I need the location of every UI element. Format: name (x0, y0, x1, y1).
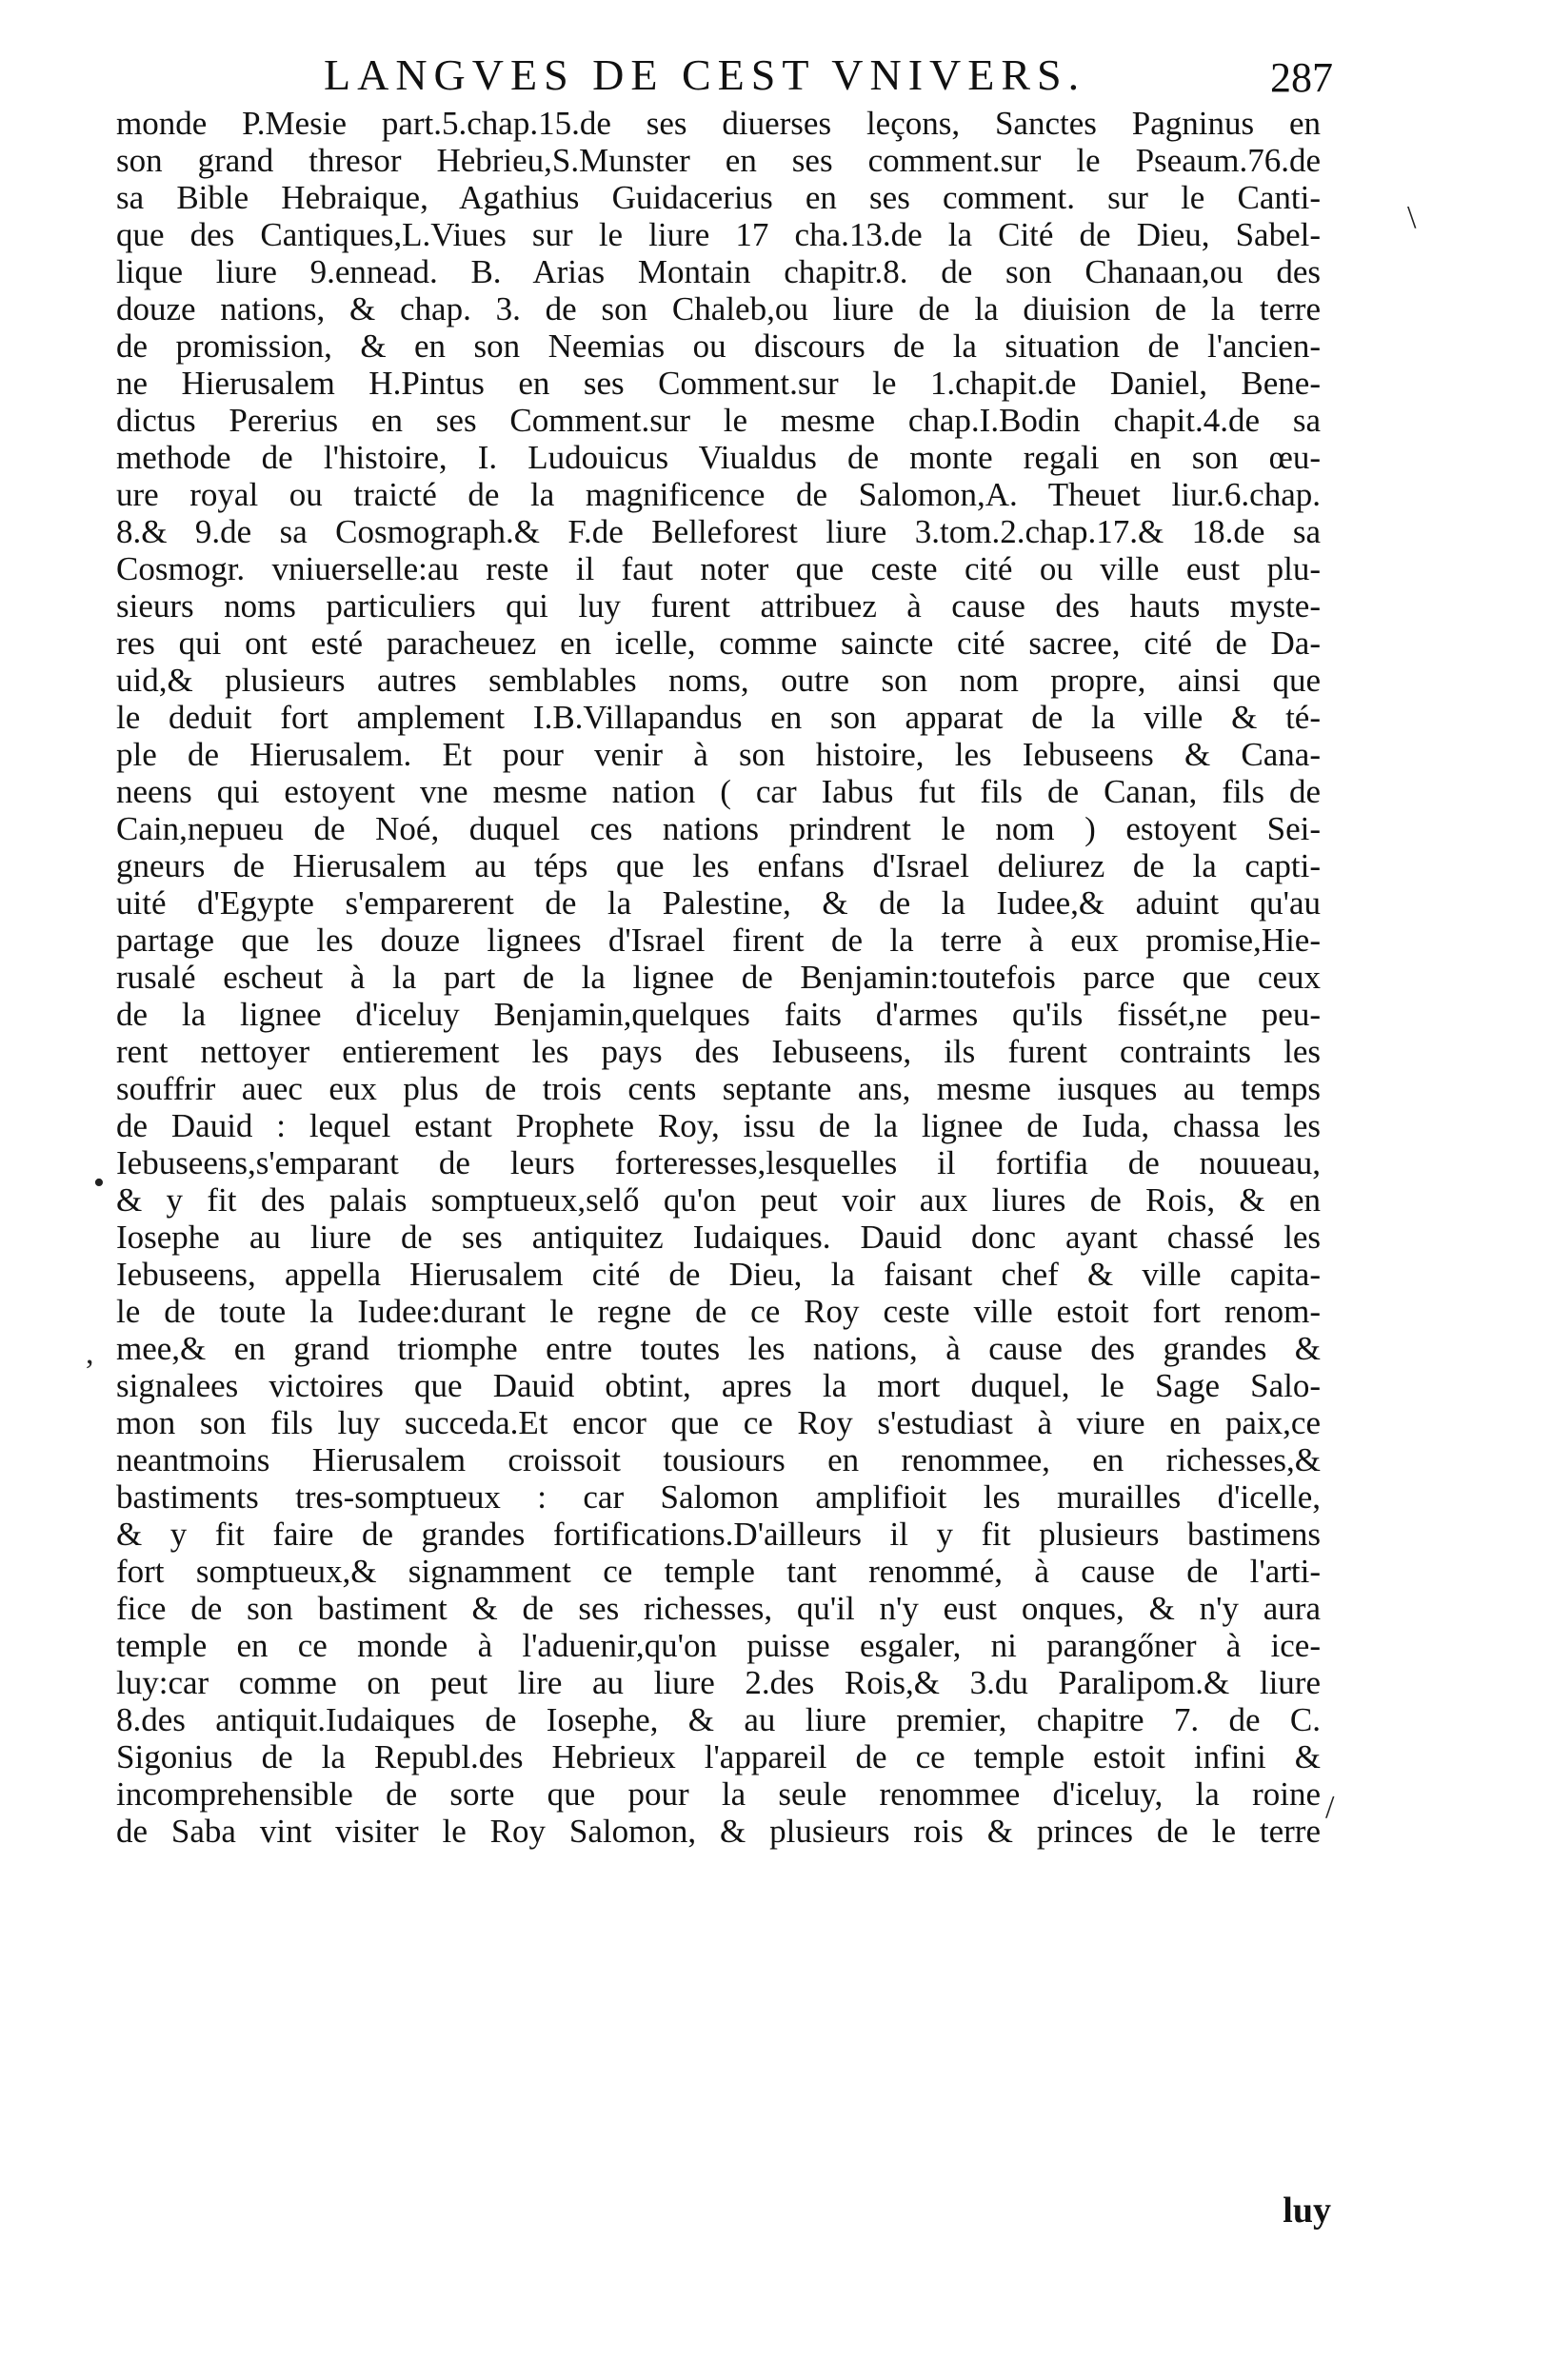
text-line: le de toute la Iudee:durant le regne de ce Roy ceste ville estoit fort renom- (116, 1293, 1321, 1330)
text-line: Iosephe au liure de ses antiquitez Iudaiques. Dauid donc ayant chassé les (116, 1219, 1321, 1256)
text-line (116, 2184, 1321, 2221)
text-line: lique liure 9.ennead. B. Arias Montain chapitr.8. de son Chanaan,ou des (116, 253, 1321, 290)
margin-tick-mark: / (1325, 1790, 1335, 1825)
text-line: monde P.Mesie part.5.chap.15.de ses diuerses leçons, Sanctes Pagninus en (116, 105, 1321, 142)
text-line (116, 2073, 1321, 2110)
text-line: & y fit faire de grandes fortifications.D'ailleurs il y fit plusieurs bastimens (116, 1516, 1321, 1553)
text-line: sieurs noms particuliers qui luy furent attribuez à cause des hauts myste- (116, 587, 1321, 625)
text-line: partage que les douze lignees d'Israel firent de la terre à eux promise,Hie- (116, 922, 1321, 959)
catchword: luy (1283, 2191, 1331, 2231)
text-line (116, 1961, 1321, 1998)
text-line: luy:car comme on peut lire au liure 2.des Rois,& 3.du Paralipom.& liure (116, 1664, 1321, 1701)
text-line: Cain,nepueu de Noé, duquel ces nations prindrent le nom ) estoyent Sei- (116, 810, 1321, 847)
text-line: Cosmogr. vniuerselle:au reste il faut noter que ceste cité ou ville eust plu- (116, 550, 1321, 587)
text-line: Iebuseens, appella Hierusalem cité de Dieu, la faisant chef & ville capita- (116, 1256, 1321, 1293)
text-line: gneurs de Hierusalem au téps que les enfans d'Israel deliurez de la capti- (116, 847, 1321, 884)
text-line: douze nations, & chap. 3. de son Chaleb,ou liure de la diuision de la terre (116, 290, 1321, 327)
text-line: le deduit fort amplement I.B.Villapandus en son apparat de la ville & té- (116, 699, 1321, 736)
text-line: & y fit des palais somptueux,selő qu'on peut voir aux liures de Rois, & en (116, 1181, 1321, 1219)
text-line: de la lignee d'iceluy Benjamin,quelques faits d'armes qu'ils fissét,ne peu- (116, 996, 1321, 1033)
running-title: LANGVES DE CEST VNIVERS. (324, 50, 1086, 99)
text-line (116, 1998, 1321, 2035)
text-line: de Dauid : lequel estant Prophete Roy, issu de la lignee de Iuda, chassa les (116, 1107, 1321, 1144)
text-line: que des Cantiques,L.Viues sur le liure 17 cha.13.de la Cité de Dieu, Sabel- (116, 216, 1321, 253)
text-line: incomprehensible de sorte que pour la seule renommee d'iceluy, la roine (116, 1775, 1321, 1813)
text-line: rent nettoyer entierement les pays des Iebuseens, ils furent contraints les (116, 1033, 1321, 1070)
body-text (116, 105, 1321, 2221)
text-line: 8.des antiquit.Iudaiques de Iosephe, & au liure premier, chapitre 7. de C. (116, 1701, 1321, 1738)
text-line (116, 2035, 1321, 2073)
text-line: mon son fils luy succeda.Et encor que ce Roy s'estudiast à viure en paix,ce (116, 1404, 1321, 1441)
text-line (116, 1887, 1321, 1924)
text-line: son grand thresor Hebrieu,S.Munster en ses comment.sur le Pseaum.76.de (116, 142, 1321, 179)
text-line: sa Bible Hebraique, Agathius Guidacerius en ses comment. sur le Canti- (116, 179, 1321, 216)
page-header (114, 50, 1333, 107)
text-line: temple en ce monde à l'aduenir,qu'on puisse esgaler, ni parangőner à ice- (116, 1627, 1321, 1664)
text-line (116, 2147, 1321, 2184)
text-line: fice de son bastiment & de ses richesses, qu'il n'y eust onques, & n'y aura (116, 1590, 1321, 1627)
text-line: Iebuseens,s'emparant de leurs forteresses,lesquelles il fortifia de nouueau, (116, 1144, 1321, 1181)
text-line (116, 2110, 1321, 2147)
text-line: signalees victoires que Dauid obtint, apres la mort duquel, le Sage Salo- (116, 1367, 1321, 1404)
text-line: de promission, & en son Neemias ou discours de la situation de l'ancien- (116, 327, 1321, 365)
text-line: Sigonius de la Republ.des Hebrieux l'appareil de ce temple estoit infini & (116, 1738, 1321, 1775)
text-line: methode de l'histoire, I. Ludouicus Viualdus de monte regali en son œu- (116, 439, 1321, 476)
margin-bullet-mark: • (93, 1165, 105, 1200)
text-line: de Saba vint visiter le Roy Salomon, & plusieurs rois & princes de le terre (116, 1813, 1321, 1850)
text-line: bastiments tres-somptueux : car Salomon amplifioit les murailles d'icelle, (116, 1478, 1321, 1516)
text-line: neantmoins Hierusalem croissoit tousiours en renommee, en richesses,& (116, 1441, 1321, 1478)
text-line: uité d'Egypte s'emparerent de la Palestine, & de la Iudee,& aduint qu'au (116, 884, 1321, 922)
margin-tick-mark: \ (1407, 200, 1417, 235)
page-number: 287 (1270, 54, 1333, 101)
text-line: souffrir auec eux plus de trois cents septante ans, mesme iusques au temps (116, 1070, 1321, 1107)
text-line (116, 1850, 1321, 1887)
text-line: mee,& en grand triomphe entre toutes les nations, à cause des grandes & (116, 1330, 1321, 1367)
text-line: dictus Pererius en ses Comment.sur le mesme chap.I.Bodin chapit.4.de sa (116, 402, 1321, 439)
text-line: res qui ont esté paracheuez en icelle, comme saincte cité sacree, cité de Da- (116, 625, 1321, 662)
text-line: rusalé escheut à la part de la lignee de Benjamin:toutefois parce que ceux (116, 959, 1321, 996)
text-line: neens qui estoyent vne mesme nation ( car Iabus fut fils de Canan, fils de (116, 773, 1321, 810)
text-line: uid,& plusieurs autres semblables noms, outre son nom propre, ainsi que (116, 662, 1321, 699)
text-line: ple de Hierusalem. Et pour venir à son histoire, les Iebuseens & Cana- (116, 736, 1321, 773)
text-line: fort somptueux,& signamment ce temple tant renommé, à cause de l'arti- (116, 1553, 1321, 1590)
text-line: ure royal ou traicté de la magnificence de Salomon,A. Theuet liur.6.chap. (116, 476, 1321, 513)
margin-tick-mark: , (86, 1336, 94, 1371)
text-line: ne Hierusalem H.Pintus en ses Comment.sur le 1.chapit.de Daniel, Bene- (116, 365, 1321, 402)
text-line (116, 1924, 1321, 1961)
text-line: 8.& 9.de sa Cosmograph.& F.de Belleforest liure 3.tom.2.chap.17.& 18.de sa (116, 513, 1321, 550)
